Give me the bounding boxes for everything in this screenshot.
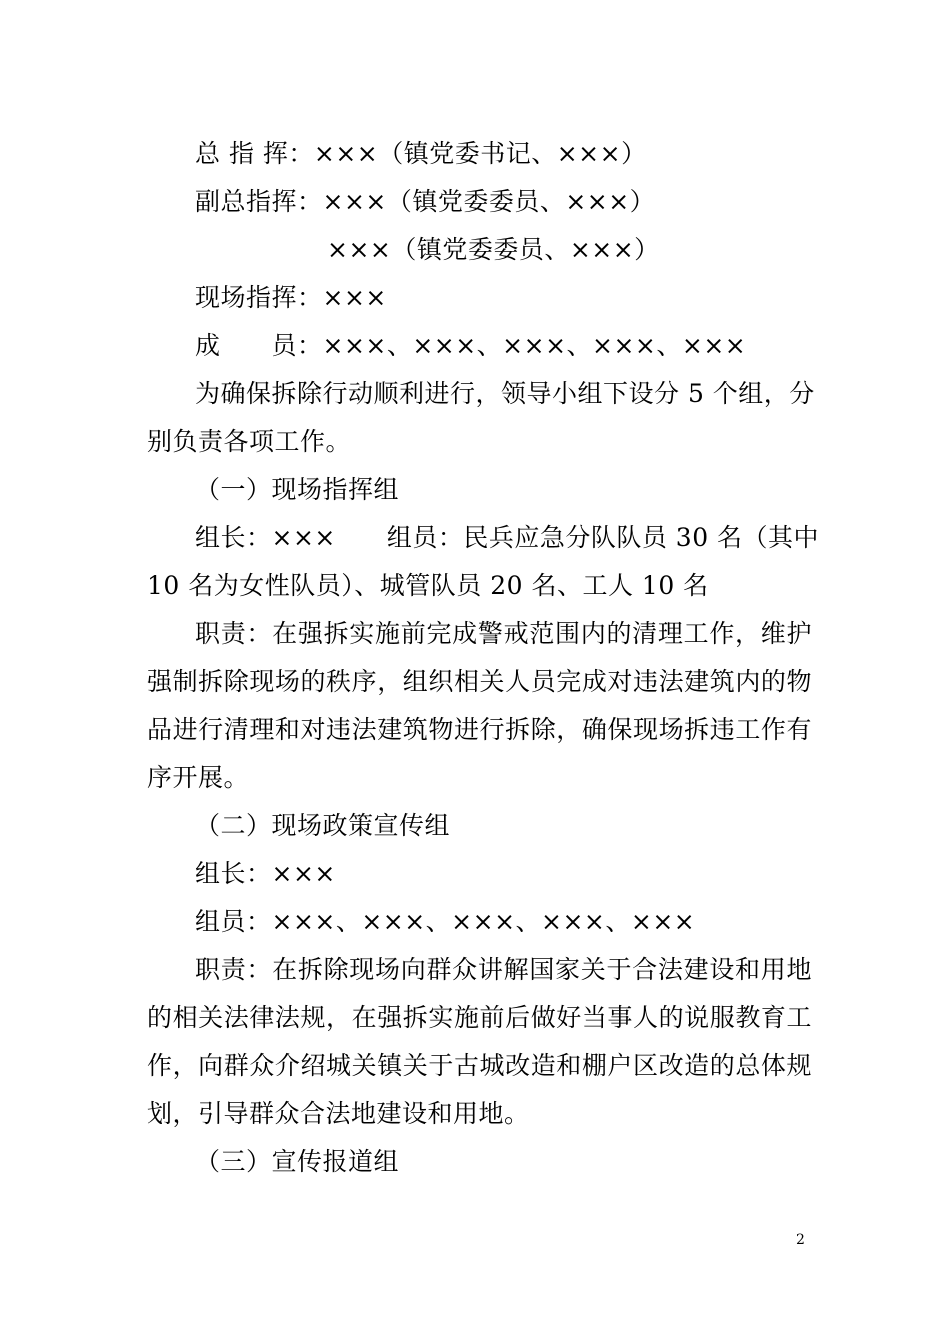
page-number: 2 bbox=[796, 1232, 805, 1248]
group2-duty-line-2: 的相关法律法规，在强拆实施前后做好当事人的说服教育工 bbox=[147, 1003, 812, 1032]
commander-line: 总 指 挥：×××（镇党委书记、×××） bbox=[195, 139, 647, 168]
deputy-commander-line-2: ×××（镇党委委员、×××） bbox=[327, 235, 660, 264]
group1-duty-line-4: 序开展。 bbox=[147, 763, 250, 792]
group1-heading: （一）现场指挥组 bbox=[195, 475, 400, 504]
group2-duty-line-1: 职责：在拆除现场向群众讲解国家关于合法建设和用地 bbox=[195, 955, 812, 984]
deputy-commander-line-1: 副总指挥：×××（镇党委委员、×××） bbox=[195, 187, 656, 216]
members-line: 成 员：×××、×××、×××、×××、××× bbox=[195, 331, 747, 360]
group1-duty-line-1: 职责：在强拆实施前完成警戒范围内的清理工作，维护 bbox=[195, 619, 812, 648]
group1-duty-line-2: 强制拆除现场的秩序，组织相关人员完成对违法建筑内的物 bbox=[147, 667, 812, 696]
intro-line-2: 别负责各项工作。 bbox=[147, 427, 352, 456]
group2-duty-line-3: 作，向群众介绍城关镇关于古城改造和棚户区改造的总体规 bbox=[147, 1051, 812, 1080]
field-commander-line: 现场指挥：××× bbox=[195, 283, 387, 312]
intro-line-1: 为确保拆除行动顺利进行，领导小组下设分 5 个组，分 bbox=[195, 379, 815, 408]
group2-duty-line-4: 划，引导群众合法地建设和用地。 bbox=[147, 1099, 530, 1128]
group3-heading: （三）宣传报道组 bbox=[195, 1147, 400, 1176]
group1-leader-line-1: 组长：××× 组员：民兵应急分队队员 30 名（其中 bbox=[195, 523, 820, 552]
group2-leader-line: 组长：××× bbox=[195, 859, 336, 888]
group2-members-line: 组员：×××、×××、×××、×××、××× bbox=[195, 907, 696, 936]
group1-duty-line-3: 品进行清理和对违法建筑物进行拆除，确保现场拆违工作有 bbox=[147, 715, 812, 744]
group2-heading: （二）现场政策宣传组 bbox=[195, 811, 451, 840]
group1-leader-line-2: 10 名为女性队员）、城管队员 20 名、工人 10 名 bbox=[147, 571, 709, 600]
